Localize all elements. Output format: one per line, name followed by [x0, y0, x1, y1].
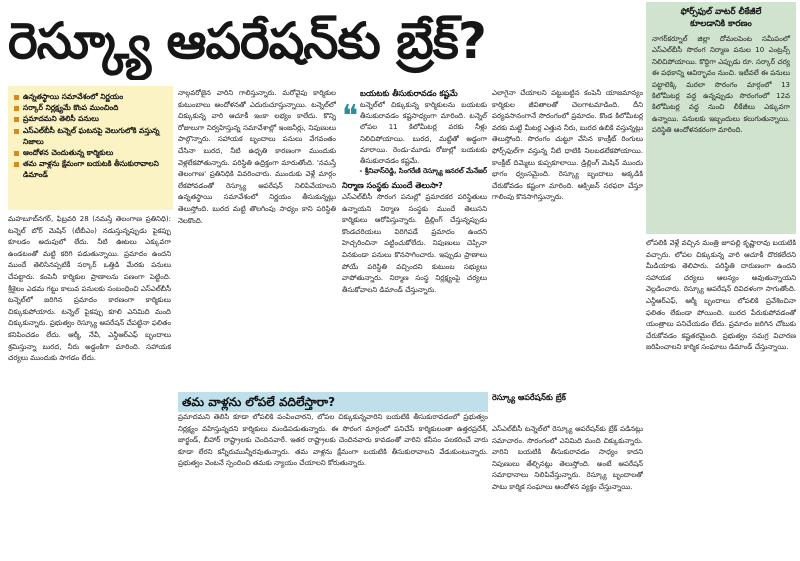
quote-title: బయటకు తీసుకురావడం కష్టమే [360, 89, 458, 98]
highlights-box [8, 86, 173, 210]
highlight-item: తమ వాళ్లను క్షేమంగా బయటకి తీసుకురావాలని డిమాండ్ [13, 158, 168, 180]
highlight-item: ఉన్నతస్థాయి సమావేశంలో నిర్ణయం [13, 91, 168, 102]
side-box-title [652, 6, 790, 30]
quote-attribution: - శ్రీనివాస్‌రెడ్డి, సింగరేణి రెస్క్యూ జనరల్ మేనేజర్ [359, 167, 487, 175]
quote-box [342, 88, 487, 168]
highlight-item: ప్రమాదమని తెలిసీ పనులు [13, 113, 168, 124]
subhead-construction-company: నిర్మాణ సంస్థకు ముందే తెలుసా? [342, 181, 443, 190]
article-column-4: ఎలాగైనా చేయాలని పట్టుబట్టిన కంపెనీ యాజమాన్యం కార్మికుల జీవితాలతో చెలగాటమాడింది. దీని పర్యవసానంగానే సొరంగంలో ప్రమాదం. కొండ కిలోమీటర్ల వరకు మట్టి మీటర్ల ఎత్తున నీరు, బురద ఉబికి వస్తున్నట్లు తెలుస్తోంది. సొరంగం చుట్టూ వేసిన కాంక్రీట్ రింగులు ఫోర్స్‌ఫుల్‌గా వస్తున్న నీటి ధాటికి నిలబడలేకపోయాయి. కాంక్రీట్ దిమ్మెలు కుప్పకూలాయి. డ్రిల్లింగ్ మెషిన్ ముందు భాగం ధ్వంసమైంది. రెస్క్యూ బృందాలు అక్కడికి చేరుకోవడం కష్టంగా మారింది. ఆక్సిజన్ సరఫరా చేస్తూ గాలింపు కొనసాగిస్తున్నారు. [492, 89, 643, 202]
article-column-1: మహబూబ్‌నగర్, ఫిబ్రవరి 28 (నమస్తే తెలంగాణ ప్రతినిధి): టన్నెల్ బోర్ మెషిన్ (టీబీఎం) నడుస్తున్నప్పుడు పైకప్పు కూలడం అదుపులో లేదు. నీటి ఊటలు ఎక్కువగా ఉండటంతో మట్టి కరిగి పడుతున్నాయి. ప్రమాదం ఉందని ముందే తెలిసినప్పటికీ సర్కార్ ఒత్తిడి మేరకు పనులు చేపట్టారు. కంపెనీ కార్మికుల ప్రాణాలను పణంగా పెట్టింది. శ్రీశైలం ఎడమ గట్టు కాలువ పనులకు సంబంధించి ఎస్‌ఎల్‌బీసీ టన్నెల్‌లో జరిగిన ప్రమాదం కారణంగా కార్మికులు చిక్కుకుపోయారు. టన్నెల్ పైకప్పు కూలి ఎనిమిది మంది చిక్కుకున్నారు. ప్రభుత్వం రెస్క్యూ ఆపరేషన్ చేపట్టినా ఫలితం కనిపించడం లేదు. ఆర్మీ, నేవీ, ఎన్డీఆర్‌ఎఫ్ బృందాలు శ్రమిస్తున్నా బురద, నీరు అడ్డంకిగా మారింది. సహాయక చర్యలు ముందుకు సాగడం లేదు. [8, 215, 171, 363]
side-box-body: నాగర్‌కర్నూల్ జిల్లా దోమలపెంట సమీపంలో ఎస్‌ఎల్‌బీసీ సొరంగ నిర్మాణ పనుల 10 ఎంట్రన్స్ నిలిచిపోయాయి. కొద్దిగా ఎప్పుడు రూ. సర్కార్ చర్య ఈ పథకాన్ని ఆవిర్భావం నుంచి. ఇటీవలే ఈ పనులు పట్టాలెక్కి మరలా సొరంగం మార్గంలో 13 కిలోమీటర్ల వద్ద ఉన్నప్పుడు సొరంగంలో 12వ కిలోమీటర్ల వద్ద నుంచి లీకేజీలు ఎక్కువగా ఉన్నాయి. పనులకు ఇబ్బందులు కలుగుతున్నాయి. పరిస్థితి ఆందోళనకరంగా మారింది. [652, 35, 790, 135]
article-column-6: ప్రమాదమని తెలిసి కూడా లోపలికి పంపించారని, లోపల చిక్కుకున్నవారిని బయటికి తీసుకురావడంలో ప్రభుత్వం నిర్లక్ష్యం వహిస్తున్నదని కార్మికులు మండిపడుతున్నారు. ఈ సొరంగ మార్గంలో పనిచేసే కార్మికులంతా ఉత్తరప్రదేశ్, జార్ఖండ్, బీహార్ రాష్ట్రాలకు చెందినవారే. ఇతర రాష్ట్రాలకు చెందినవారు కావడంతో వారిని కనీసం పలకరించే వారు కూడా లేరని కన్నీరుమున్నీరవుతున్నారు. తమ వాళ్లను క్షేమంగా బయటికి తీసుకురావాలని వేడుకుంటున్నారు. ప్రభుత్వం వెంటనే స్పందించి తమకు న్యాయం చేయాలని కోరుతున్నారు. [178, 413, 488, 468]
article-column-3 [342, 178, 487, 388]
article-column-5: లోపలికి వెళ్లే వచ్చిన మంత్రి జూపల్లి కృష్ణారావు బయటికి వచ్చారు. లోపల చిక్కుకున్న వారి ఆచూకీ దొరకలేదని మీడియాకు తెలిపారు. పరిస్థితి దారుణంగా ఉందని సహాయక చర్యలు ఆలస్యం అవుతున్నాయని వెల్లడించారు. రెస్క్యూ ఆపరేషన్ దివిదళంగా సాగుతోంది. ఎన్డీఆర్‌ఎఫ్, ఆర్మీ బృందాలు లోపలికి ప్రవేశించినా ఫలితం లేకుండా పోయింది. బురద పేరుకుపోవడంతో యంత్రాలు పనిచేయడం లేదు. ప్రమాదం జరిగిన చోటుకు చేరుకోవడం కష్టతరమైంది. ప్రభుత్వం సమగ్ర విచారణ జరిపించాలని కార్మిక సంఘాలు డిమాండ్ చేస్తున్నాయి. [646, 239, 796, 352]
headline: రెస్క్యూ ఆపరేషన్‌కు బ్రేక్? [8, 12, 486, 70]
quote-text: టన్నెల్‌లో చిక్కుకున్న కార్మికులను బయటకు తీసుకురావడం కష్టసాధ్యంగా మారింది. టన్నెల్ లోపల 11 కిలోమీటర్ల వరకు నీళ్లు నిలిచిపోయాయి. బురద, మట్టితో అడ్డంగా మారాయి. రెండు-మూడు రోజుల్లో బయటకు తీసుకురావడం కష్టమే. [360, 101, 487, 166]
subhead-rescue-break: రెస్క్యూ ఆపరేషన్‌కు బ్రేక్ [492, 393, 566, 402]
highlight-item: సర్కార్ నిర్లక్ష్యమే కొంప ముంచింది [13, 102, 168, 113]
article-column-2: నాల్గవరోజైన వారిని గాలిస్తున్నారు. మరోవైపు కార్మికుల కుటుంబాలు ఆందోళనతో ఎదురుచూస్తున్నాయి. టన్నెల్‌లో చిక్కుకున్న వారి ఆచూకీ ఇంకా లభ్యం కాలేదు. కొన్ని రోజులుగా నిర్వహిస్తున్న సమావేశాల్లో ఇంజనీర్లు, నిపుణులు పాల్గొన్నారు. సహాయక బృందాలు పనులు వేగవంతం చేసినా బురద, నీటి ఉధృతి కారణంగా ముందుకు వెళ్లలేకపోతున్నారు. పరిస్థితి ఉద్రిక్తంగా మారుతోంది. 'నమస్తే తెలంగాణ' ప్రతినిధికి వివరించారు. ముందుకు వెళ్లే మార్గం లేకపోవడంతో రెస్క్యూ ఆపరేషన్ నిలిపివేయాలని ఉన్నతస్థాయి సమావేశంలో నిర్ణయం తీసుకున్నట్లు తెలుస్తోంది. బురద మట్టి తొలగింపు సాధ్యం కాని పరిస్థితి నెలకొంది. [178, 89, 336, 225]
subhead-leave-inside: తమ వాళ్లను లోపలే వదిలేస్తారా? [178, 392, 488, 412]
side-box-title-line2: కూలడానికి కారణం [690, 19, 752, 29]
article-column-7: ఎస్‌ఎల్‌బీసీ టన్నెల్‌లో రెస్క్యూ ఆపరేషన్‌కు బ్రేక్ పడినట్లు సమాచారం. సొరంగంలో ఎనిమిది మంది చిక్కుకున్నారు. వారిని బయటికి తీసుకురావడం సాధ్యం కాదని నిపుణులు తేల్చినట్లు తెలుస్తోంది. అంటే ఆపరేషన్ సమాధానాలు నిలిపివేస్తున్నారు. రెస్క్యూ బృందాలతో పాటు కార్మిక సంఘాలు ఆందోళన వ్యక్తం చేస్తున్నాయి. [492, 425, 643, 491]
side-box [646, 2, 796, 234]
quote-mark-icon: ❝ [342, 99, 359, 134]
highlight-item: ఎస్‌ఎల్‌బీసీ టన్నెల్ ఘటనపై వెలుగులోకి వస్తున్న నిజాలు [13, 125, 168, 147]
article-column-3-text: ఎస్‌ఎల్‌బీసీ సొరంగ పనుల్లో ప్రమాదకర పరిస్థితులు ఉన్నాయని నిర్మాణ సంస్థకు ముందే తెలుసని కార్మికులు ఆరోపిస్తున్నారు. డ్రిల్లింగ్ చేస్తున్నప్పుడు కొండచరియలు విరిగిపడే ప్రమాదం ఉందని హెచ్చరించినా పట్టించుకోలేదు. నిపుణులు చెప్పినా వినకుండా పనులు కొనసాగించారు. ఇప్పుడు ప్రాణాలు పోయే పరిస్థితి వచ్చిందని కుటుంబ సభ్యులు వాపోతున్నారు. నిర్మాణ సంస్థ నిర్లక్ష్యంపై చర్యలు తీసుకోవాలని డిమాండ్ చేస్తున్నారు. [342, 193, 487, 294]
highlight-item: ఆందోళన చెందుతున్న కార్మికులు [13, 147, 168, 158]
side-box-title-line1: ఫోర్స్‌ఫుల్ వాటర్ లీకేజీలే [680, 7, 762, 17]
